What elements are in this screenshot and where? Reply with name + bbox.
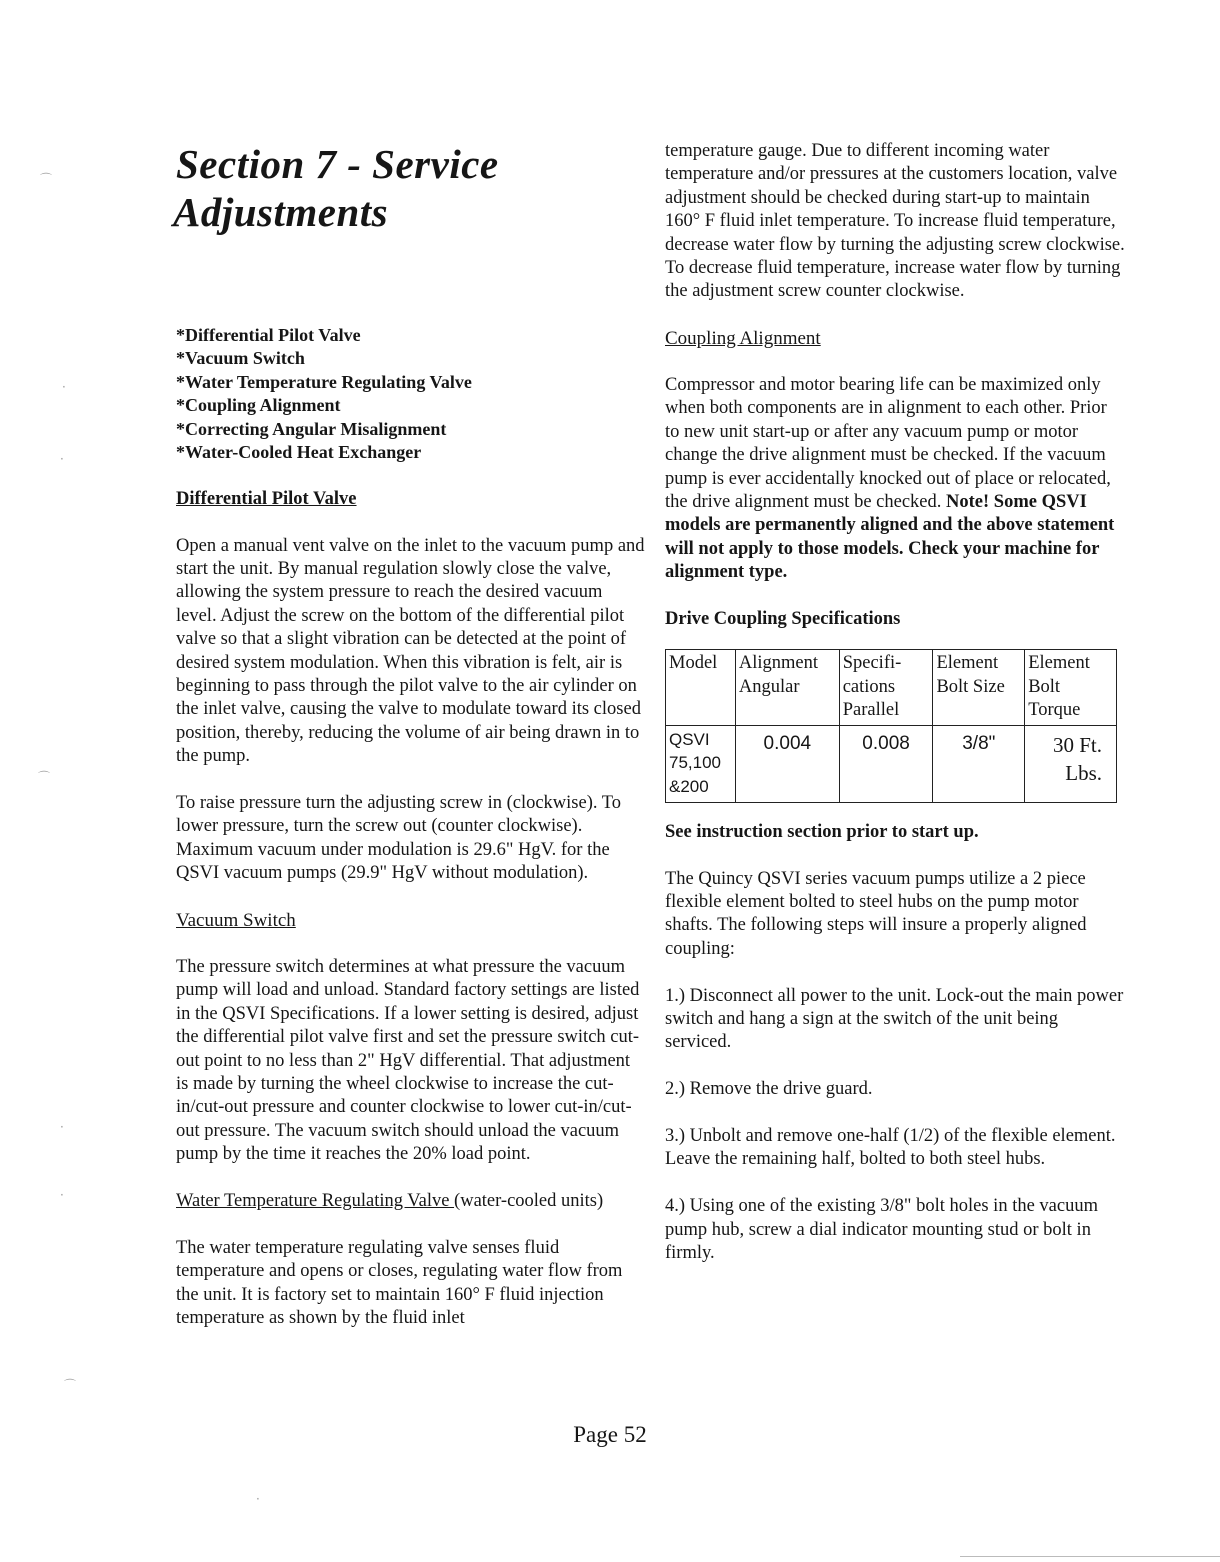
- scan-mark: ·: [60, 1188, 64, 1202]
- table-header-row: [666, 650, 1117, 725]
- topics-list: [176, 324, 646, 464]
- vacuum-switch-heading: Vacuum Switch: [176, 910, 296, 932]
- torque-line2: Lbs.: [1065, 760, 1102, 785]
- differential-paragraph-2: To raise pressure turn the adjusting screw in (clockwise). To lower pressure, turn the screw out (counter clockwise). Maximum vacuum under modulation is 29.6" HgV. for the QSVI vacuum pumps (29.9" HgV without modulation).: [176, 793, 622, 884]
- step-2: 2.) Remove the drive guard.: [665, 1079, 873, 1100]
- differential-paragraph-1: Open a manual vent valve on the inlet to the vacuum pump and start the unit. By manual regulation slowly close the valve, allowing the system pressure to reach the desired vacuum level. Adjust the screw on the bottom of the differential pilot valve so that a slight vibration can be detected at the point of desired system modulation. When this vibration is felt, air is beginning to pass through the pilot valve to the air cylinder on the inlet valve, causing the valve to modulate toward its closed position, thereby, reducing the volume of air being drawn in to the pump.: [176, 535, 645, 767]
- step-4: 4.) Using one of the existing 3/8" bolt holes in the vacuum pump hub, screw a dial indicator mounting stud or bolt in firmly.: [665, 1196, 1098, 1263]
- water-temp-paragraph: The water temperature regulating valve senses fluid temperature and opens or closes, regulating water flow from the unit. It is factory set to maintain 160° F fluid injection temperature as shown by the fluid inlet: [176, 1237, 623, 1328]
- header-element-bolt-torque: Element Bolt Torque: [1025, 650, 1117, 725]
- header-alignment-angular: Alignment Angular: [735, 650, 839, 725]
- header-specifications-parallel: Specifi-cations Parallel: [839, 650, 933, 725]
- scan-mark: ⌒: [64, 1378, 77, 1392]
- cell-model: [666, 725, 736, 802]
- water-temp-heading: Water Temperature Regulating Valve: [176, 1190, 455, 1211]
- scan-mark: ·: [256, 1492, 260, 1506]
- model-line2: 75,100: [669, 753, 721, 773]
- section-title-line2: Adjustments: [173, 189, 389, 235]
- coupling-paragraph-text: Compressor and motor bearing life can be maximized only when both components are in alignment to each other. Prior to new unit start-up or after any vacuum pump or motor change the drive alignment must be checked. If the vacuum pump is ever accidentally knocked out of place or relocated, the drive alignment must be checked.: [665, 375, 1111, 513]
- topic-item: *Water-Cooled Heat Exchanger: [176, 442, 422, 463]
- differential-pilot-valve-heading: Differential Pilot Valve: [176, 488, 357, 509]
- left-column: [173, 140, 646, 1330]
- step-3: 3.) Unbolt and remove one-half (1/2) of the flexible element. Leave the remaining half, bolted to both steel hubs.: [665, 1125, 1116, 1170]
- section-title: [173, 140, 646, 236]
- cell-bolt-size: 3/8": [933, 725, 1025, 802]
- model-line3: &200: [669, 776, 709, 796]
- drive-coupling-table: [665, 649, 1117, 802]
- model-line1: QSVI: [669, 729, 710, 749]
- scan-edge-line: [960, 1556, 1220, 1557]
- page-number: Page 52: [573, 1422, 647, 1447]
- topic-item: *Water Temperature Regulating Valve: [176, 371, 472, 392]
- cell-angular: 0.004: [735, 725, 839, 802]
- scan-mark: ·: [62, 380, 66, 394]
- right-column: [665, 140, 1125, 1265]
- coupling-note-bold: Note! Some QSVI models are permanently aligned and the above statement will not apply to those models. Check your machine for alignment type.: [665, 492, 1115, 583]
- water-temp-heading-line: [176, 1190, 646, 1213]
- cell-torque: [1025, 725, 1117, 802]
- table-row: [666, 725, 1117, 802]
- water-temp-heading-suffix: (water-cooled units): [454, 1190, 604, 1211]
- coupling-intro: The Quincy QSVI series vacuum pumps utilize a 2 piece flexible element bolted to steel hubs on the pump motor shafts. The following steps will insure a properly aligned coupling:: [665, 868, 1087, 959]
- scan-mark: ·: [60, 452, 64, 466]
- header-element-bolt-size: Element Bolt Size: [933, 650, 1025, 725]
- water-temp-paragraph-continued: temperature gauge. Due to different incoming water temperature and/or pressures at the customers location, valve adjustment should be checked during start-up to maintain 160° F fluid inlet temperature. To increase fluid temperature, decrease water flow by turning the adjusting screw clockwise. To decrease fluid temperature, increase water flow by turning the adjustment screw counter clockwise.: [665, 141, 1125, 302]
- coupling-paragraph: [665, 374, 1125, 585]
- drive-coupling-table-wrap: [665, 649, 1117, 802]
- topic-item: *Vacuum Switch: [176, 348, 305, 369]
- vacuum-switch-paragraph: The pressure switch determines at what pressure the vacuum pump will load and unload. Standard factory settings are listed in the QSVI Specifications. If a lower setting is desired, adjust the differential pilot valve first and set the pressure switch cut-out point to no less than 2" HgV differential. That adjustment is made by turning the wheel clockwise to increase the cut-in/cut-out pressure and counter clockwise to lower cut-in/cut-out pressure. The vacuum switch should unload the vacuum pump by the time it reaches the 20% load point.: [176, 956, 640, 1165]
- torque-line1: 30 Ft.: [1052, 732, 1102, 757]
- scan-mark: ·: [60, 1120, 64, 1134]
- section-title-line1: Section 7 - Service: [176, 141, 499, 187]
- coupling-alignment-heading: Coupling Alignment: [665, 328, 821, 350]
- instruction-note: See instruction section prior to start up.: [665, 821, 979, 842]
- cell-parallel: 0.008: [839, 725, 933, 802]
- scan-mark: ⌒: [38, 770, 51, 784]
- drive-coupling-spec-heading: Drive Coupling Specifications: [665, 609, 901, 630]
- topic-item: *Correcting Angular Misalignment: [176, 418, 447, 439]
- scan-mark: ⌒: [40, 172, 53, 186]
- header-model: Model: [666, 650, 736, 725]
- step-1: 1.) Disconnect all power to the unit. Lock-out the main power switch and hang a sign at the switch of the unit being serviced.: [665, 985, 1124, 1053]
- topic-item: *Coupling Alignment: [176, 395, 341, 416]
- topic-item: *Differential Pilot Valve: [176, 325, 361, 345]
